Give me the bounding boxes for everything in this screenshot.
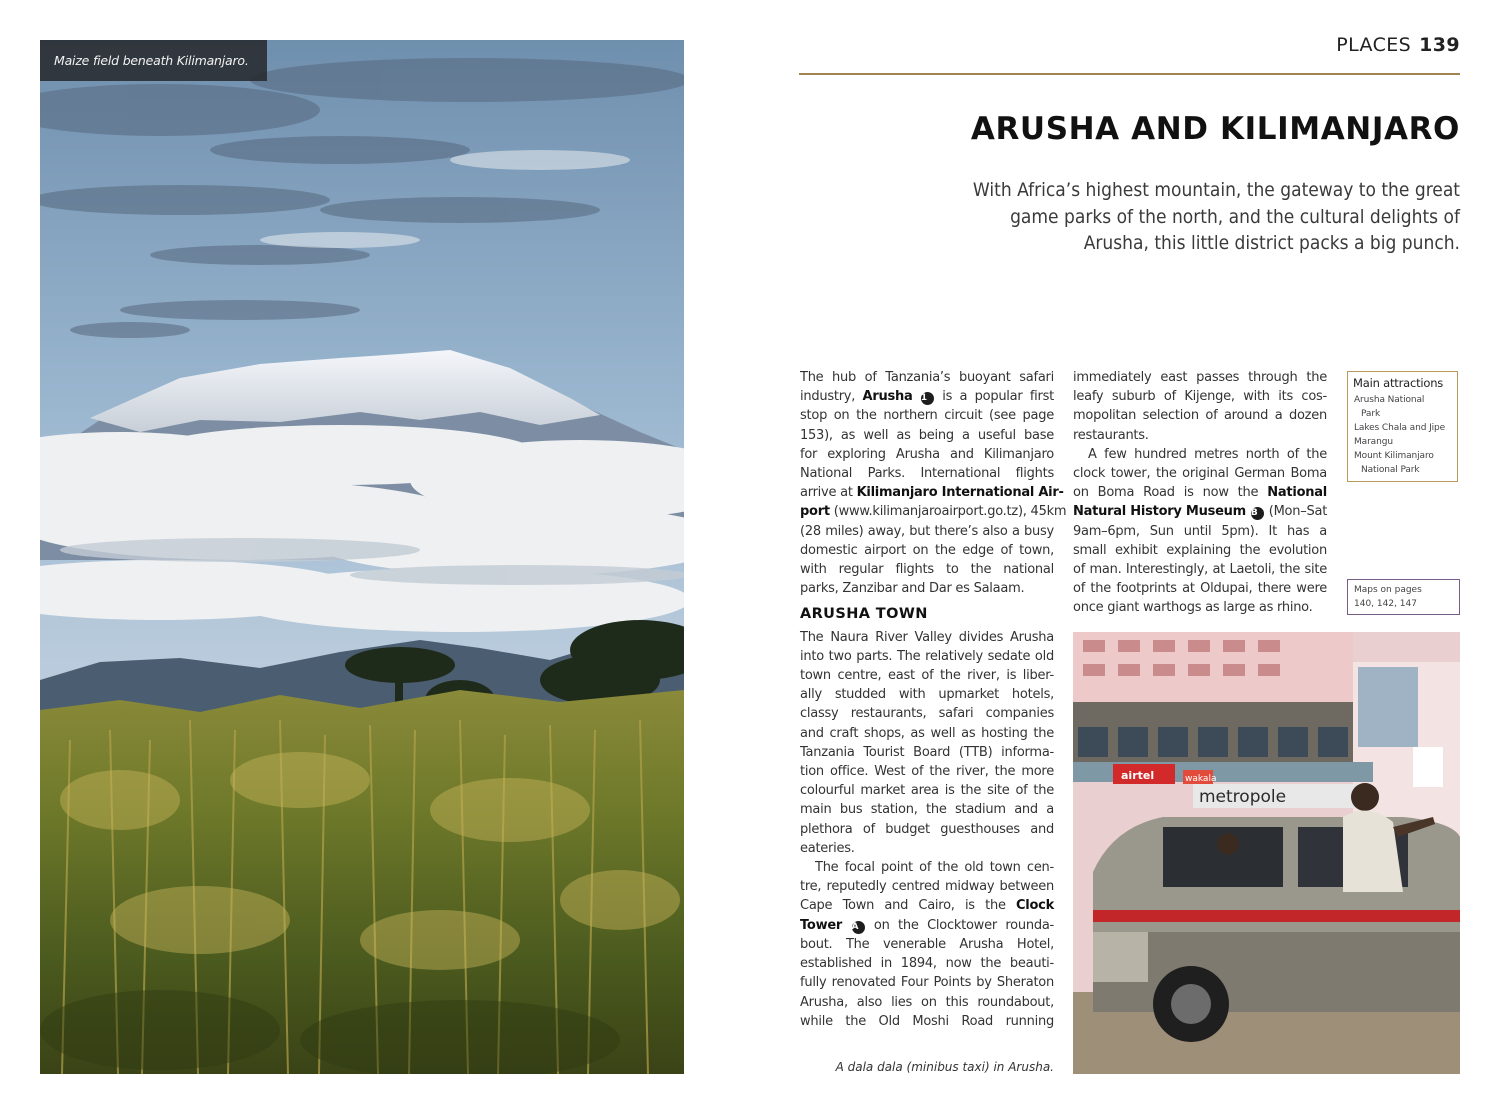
intro-text — [940, 177, 1460, 257]
text-column-1 — [800, 368, 1067, 1031]
text-line: 9am–6pm, Sun until 5pm). It has a — [1073, 523, 1327, 539]
place-arusha: Arusha — [862, 389, 913, 405]
text-line: The hub of Tanzania’s buoyant safari — [800, 370, 1054, 385]
map-marker-1: 1 — [921, 392, 934, 405]
place-museum: National — [1267, 485, 1327, 501]
subheading-arusha-town: ARUSHA TOWN — [800, 606, 928, 623]
text-line: small exhibit explaining the evolution — [1073, 542, 1327, 558]
text-line: 153), as well as being a useful base — [800, 427, 1054, 443]
attraction-item: Marangu — [1354, 437, 1393, 447]
text-line: for exploring Arusha and Kilimanjaro — [800, 446, 1054, 462]
text-line: on Boma Road is now the National — [1073, 485, 1327, 501]
text-line: restaurants. — [1073, 427, 1149, 443]
text-line: Arusha, also lies on this roundabout, — [800, 994, 1054, 1010]
text-line: stop on the northern circuit (see page — [800, 408, 1054, 424]
dala-dala-photo — [1073, 632, 1460, 1074]
attraction-item: Arusha National Park — [1354, 395, 1425, 419]
photo-caption: Maize field beneath Kilimanjaro. — [40, 40, 267, 81]
text-line: industry, Arusha 1 is a popular first — [800, 389, 1055, 405]
text-line: The Naura River Valley divides Arusha — [800, 629, 1054, 645]
page-number: 139 — [1419, 34, 1460, 56]
text-line: with regular flights to the national — [800, 562, 1054, 578]
page-title: ARUSHA AND KILIMANJARO — [970, 111, 1460, 147]
text-line: of man. Interestingly, at Laetoli, the site — [1073, 562, 1327, 578]
attraction-item: Lakes Chala and Jipe — [1354, 423, 1446, 433]
text-line: eateries. — [800, 840, 855, 856]
text-line: tion office. West of the river, the more — [800, 764, 1054, 780]
text-line: ally studded with upmarket hotels, — [800, 687, 1054, 703]
text-line: bout. The venerable Arusha Hotel, — [800, 936, 1054, 952]
text-line: classy restaurants, safari companies — [800, 706, 1054, 722]
text-line: while the Old Moshi Road running — [800, 1013, 1054, 1029]
map-marker-b: B — [1251, 507, 1264, 520]
text-line: parks, Zanzibar and Dar es Salaam. — [800, 581, 1025, 597]
text-line: Cape Town and Cairo, is the Clock — [800, 898, 1054, 914]
header-rule — [799, 73, 1460, 75]
text-line: once giant warthogs as large as rhino. — [1073, 600, 1313, 616]
text-column-2 — [1073, 368, 1327, 618]
main-attractions-box — [1347, 371, 1458, 482]
photo-caption: A dala dala (minibus taxi) in Arusha. — [835, 1060, 1054, 1074]
text-line: Tanzania Tourist Board (TTB) informa- — [800, 744, 1054, 760]
map-marker-a: A — [852, 921, 865, 934]
maps-pages: 140, 142, 147 — [1354, 599, 1417, 609]
text-line: domestic airport on the edge of town, — [800, 542, 1054, 558]
sign-airtel: airtel — [1121, 769, 1155, 782]
text-line: established in 1894, now the beauti- — [800, 956, 1054, 972]
text-line: arrive at Kilimanjaro International Air- — [800, 485, 1064, 501]
text-line: National Parks. International flights — [800, 466, 1054, 482]
attraction-item: Mount Kilimanjaro National Park — [1354, 451, 1434, 475]
text-line: immediately east passes through the — [1073, 370, 1327, 385]
text-line: A few hundred metres north of the — [1088, 446, 1327, 462]
sign-metropole: metropole — [1199, 787, 1287, 807]
text-line: plethora of budget guesthouses and — [800, 821, 1054, 837]
place-clock-tower: Clock — [1015, 898, 1054, 914]
text-line: The focal point of the old town cen- — [815, 860, 1054, 876]
text-line: town centre, east of the river, is liber- — [800, 668, 1054, 684]
text-line: colourful market area is the site of the — [800, 783, 1054, 799]
text-line: clock tower, the original German Boma — [1073, 466, 1327, 482]
text-line: fully renovated Four Points by Sheraton — [800, 975, 1054, 991]
text-line: (28 miles) away, but there’s also a busy — [800, 523, 1054, 539]
text-line: Tower A on the Clocktower rounda- — [800, 917, 1054, 933]
place-airport: Kilimanjaro International Air- — [856, 485, 1064, 501]
text-line: into two parts. The relatively sedate old — [800, 648, 1054, 664]
intro-line: game parks of the north, and the cultural delights of — [1010, 205, 1460, 228]
text-line: main bus station, the stadium and a — [800, 802, 1054, 818]
text-line: and craft shops, as well as hosting the — [800, 725, 1054, 741]
intro-line: Arusha, this little district packs a big punch. — [1083, 232, 1460, 254]
maps-line: Maps on pages — [1354, 585, 1422, 595]
sign-wakala: wakala — [1185, 774, 1217, 784]
text-line: of the footprints at Oldupai, there were — [1073, 581, 1327, 597]
maps-reference-box — [1347, 579, 1460, 615]
kilimanjaro-photo — [40, 40, 684, 1074]
text-line: leafy suburb of Kijenge, with its cos- — [1073, 389, 1327, 405]
running-head — [1336, 34, 1460, 56]
text-line: Natural History Museum B (Mon–Sat — [1073, 504, 1328, 520]
intro-line: With Africa’s highest mountain, the gateway to the great — [972, 179, 1460, 201]
main-attractions-title: Main attractions — [1353, 376, 1444, 390]
text-line: tre, reputedly centred midway between — [800, 879, 1054, 895]
section-label: PLACES — [1336, 34, 1412, 56]
text-line: port (www.kilimanjaroairport.go.tz), 45km — [800, 504, 1067, 520]
text-line: mopolitan selection of around a dozen — [1073, 408, 1327, 424]
